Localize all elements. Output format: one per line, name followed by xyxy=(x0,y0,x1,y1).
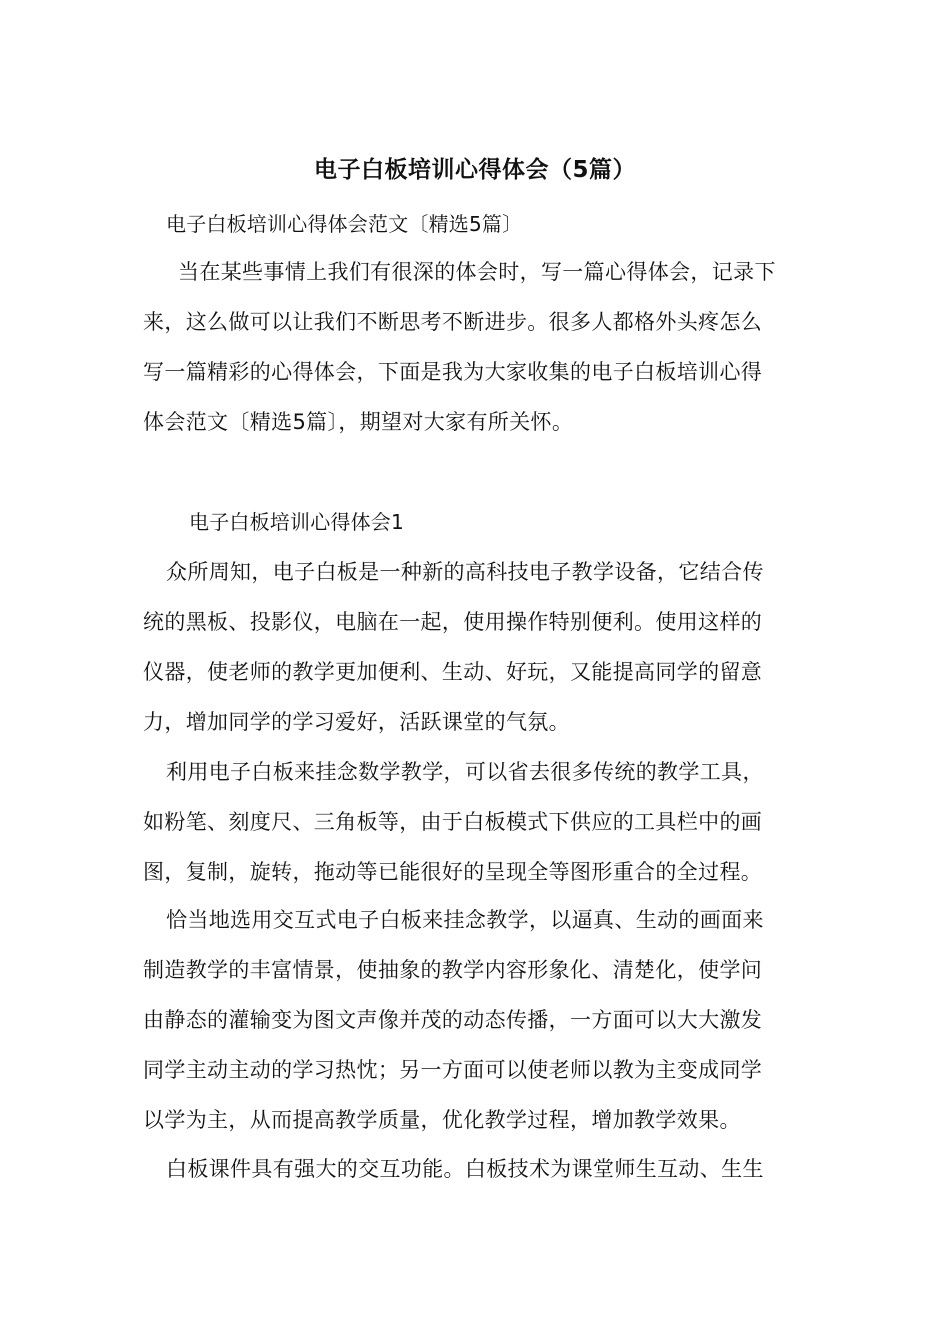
paragraph-line: 同学主动主动的学习热忱；另一方面可以使老师以教为主变成同学 xyxy=(143,1058,763,1082)
paragraph-line: 来，这么做可以让我们不断思考不断进步。很多人都格外头疼怎么 xyxy=(143,310,763,334)
paragraph-line: 当在某些事情上我们有很深的体会时，写一篇心得体会，记录下 xyxy=(178,260,776,284)
paragraph-line: 以学为主，从而提高教学质量，优化教学过程，增加教学效果。 xyxy=(143,1108,741,1132)
paragraph-1 xyxy=(143,557,809,757)
paragraph-2 xyxy=(143,757,809,907)
paragraph-line: 制造教学的丰富情景，使抽象的教学内容形象化、清楚化，使学问 xyxy=(143,958,763,982)
paragraph-line: 白板课件具有强大的交互功能。白板技术为课堂师生互动、生生 xyxy=(166,1157,764,1181)
paragraph-line: 仪器，使老师的教学更加便利、生动、好玩，又能提高同学的留意 xyxy=(143,660,763,684)
paragraph-line: 写一篇精彩的心得体会，下面是我为大家收集的电子白板培训心得 xyxy=(143,360,763,384)
paragraph-line: 体会范文〔精选5篇〕，期望对大家有所关怀。 xyxy=(143,410,574,434)
paragraph-line: 统的黑板、投影仪，电脑在一起，使用操作特别便利。使用这样的 xyxy=(143,610,763,634)
paragraph-line: 众所周知，电子白板是一种新的高科技电子教学设备，它结合传 xyxy=(166,560,764,584)
paragraph-line: 力，增加同学的学习爱好，活跃课堂的气氛。 xyxy=(143,710,570,734)
paragraph-line: 如粉笔、刻度尺、三角板等，由于白板模式下供应的工具栏中的画 xyxy=(143,810,763,834)
document-subtitle: 电子白板培训心得体会范文〔精选5篇〕 xyxy=(166,212,523,236)
paragraph-line: 图，复制，旋转，拖动等已能很好的呈现全等图形重合的全过程。 xyxy=(143,860,763,884)
paragraph-4 xyxy=(143,1154,809,1204)
paragraph-line: 恰当地选用交互式电子白板来挂念教学，以逼真、生动的画面来 xyxy=(166,908,764,932)
intro-paragraph xyxy=(143,257,809,457)
paragraph-line: 由静态的灌输变为图文声像并茂的动态传播，一方面可以大大激发 xyxy=(143,1008,763,1032)
document-title: 电子白板培训心得体会（5篇） xyxy=(313,157,636,183)
paragraph-line: 利用电子白板来挂念数学教学，可以省去很多传统的教学工具， xyxy=(166,760,764,784)
paragraph-3 xyxy=(143,905,809,1155)
section-heading: 电子白板培训心得体会1 xyxy=(189,510,404,534)
